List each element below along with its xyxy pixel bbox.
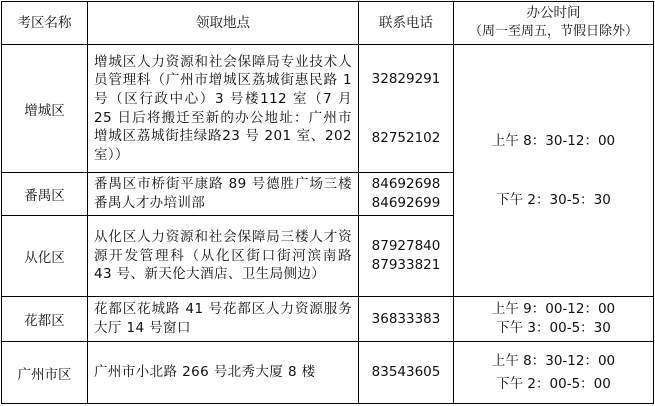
header-region-name: 考区名称 [2, 2, 88, 45]
phone-number: 87927840 [371, 238, 441, 255]
phone-number: 84692698 [371, 176, 441, 193]
phone-number: 87933821 [371, 257, 441, 273]
region-address: 番禺区市桥街平康路 89 号德胜广场三楼番禺人才办培训部 [88, 173, 359, 216]
region-phone: 36833383 [359, 297, 454, 342]
table-row-guangzhou [2, 342, 654, 404]
office-hours-guangzhou [454, 342, 654, 404]
region-phone [359, 216, 454, 297]
region-address: 从化区人力资源和社会保障局三楼人才资源开发管理科（从化区街口街河滨南路 43 号、新天伦大酒店、卫生局侧边） [88, 216, 359, 297]
region-phone: 83543605 [359, 342, 454, 404]
table-row-zengcheng [2, 45, 654, 173]
office-hours-afternoon: 下午 2：30-5：30 [496, 191, 611, 208]
region-phone [359, 173, 454, 216]
office-hours-afternoon: 下午 2：00-5：00 [496, 375, 611, 392]
office-hours-morning: 上午 8：30-12：00 [491, 132, 616, 149]
region-name: 从化区 [2, 216, 88, 297]
phone-number: 32829291 [371, 70, 441, 87]
header-office-hours [454, 2, 654, 45]
office-hours-morning: 上午 9：00-12：00 [491, 301, 616, 318]
header-office-hours-title: 办公时间 [526, 5, 581, 22]
office-hours-afternoon: 下午 3：00-5：30 [496, 320, 611, 336]
header-phone: 联系电话 [359, 2, 454, 45]
region-name: 增城区 [2, 45, 88, 173]
table-row-huadu [2, 297, 654, 342]
region-address: 花都区花城路 41 号花都区人力资源服务大厅 14 号窗口 [88, 297, 359, 342]
region-name: 广州市区 [2, 342, 88, 404]
region-address: 增城区人力资源和社会保障局专业技术人员管理科（广州市增城区荔城街惠民路 1 号（区行政中心）3 号楼112 室（7 月 25 日后将搬迁至新的办公地址：广州市增城区荔城街挂绿路23 号 201 室、202 室）） [88, 45, 359, 173]
header-office-hours-note: （周一至周五，节假日除外） [468, 24, 638, 39]
phone-number: 82752102 [371, 129, 441, 146]
region-address: 广州市小北路 266 号北秀大厦 8 楼 [88, 342, 359, 404]
region-name: 番禺区 [2, 173, 88, 216]
table-header-row [2, 2, 654, 45]
office-hours-shared [454, 45, 654, 297]
header-address: 领取地点 [88, 2, 359, 45]
region-name: 花都区 [2, 297, 88, 342]
phone-number: 84692699 [371, 195, 441, 211]
region-phone [359, 45, 454, 173]
exam-region-table [1, 1, 654, 404]
office-hours-morning: 上午 8：30-12：00 [491, 352, 616, 369]
office-hours-huadu [454, 297, 654, 342]
